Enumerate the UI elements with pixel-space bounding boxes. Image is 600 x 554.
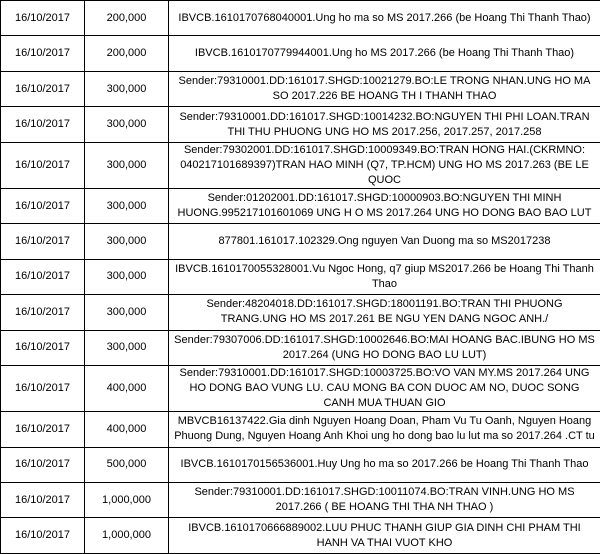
amount-cell: 1,000,000 [85, 482, 169, 517]
date-cell: 16/10/2017 [1, 330, 85, 365]
description-cell: Sender:48204018.DD:161017.SHGD:18001191.BO:TRAN THI PHUONG TRANG.UNG HO MS 2017.261 BE NGU YEN DANG NGOC ANH./ [169, 295, 600, 330]
description-cell: Sender:79302001.DD:161017.SHGD:10009349.BO:TRAN HONG HAI.(CKRMNO: 040217101689397)TRAN HAO MINH (Q7, TP.HCM) UNG HO MS 2017.263 (BE LE QUOC [169, 142, 600, 188]
amount-cell: 200,000 [85, 36, 169, 71]
description-cell: Sender:01202001.DD:161017.SHGD:10000903.BO:NGUYEN THI MINH HUONG.995217101601069 UNG H O MS 2017.264 UNG HO DONG BAO BAO LUT [169, 188, 600, 223]
description-cell: Sender:79310001.DD:161017.SHGD:10021279.BO:LE TRONG NHAN.UNG HO MA SO 2017.226 BE HOANG TH I THANH THAO [169, 71, 600, 106]
amount-cell: 300,000 [85, 330, 169, 365]
table-body [1, 1, 600, 554]
table-row [1, 188, 600, 223]
date-cell: 16/10/2017 [1, 518, 85, 553]
amount-cell: 400,000 [85, 412, 169, 447]
table-row [1, 107, 600, 142]
amount-cell: 200,000 [85, 1, 169, 36]
amount-cell: 300,000 [85, 188, 169, 223]
amount-cell: 300,000 [85, 295, 169, 330]
amount-cell: 300,000 [85, 107, 169, 142]
table-row [1, 412, 600, 447]
description-cell: Sender:79310001.DD:161017.SHGD:10011074.BO:TRAN VINH.UNG HO MS 2017.266 ( BE HOANG THI THA NH THAO ) [169, 482, 600, 517]
table-row [1, 447, 600, 482]
date-cell: 16/10/2017 [1, 224, 85, 259]
table-row [1, 224, 600, 259]
amount-cell: 1,000,000 [85, 518, 169, 553]
table-row [1, 518, 600, 553]
date-cell: 16/10/2017 [1, 142, 85, 188]
description-cell: IBVCB.1610170055328001.Vu Ngoc Hong, q7 giup MS2017.266 be Hoang Thi Thanh Thao [169, 259, 600, 294]
date-cell: 16/10/2017 [1, 482, 85, 517]
table-row [1, 1, 600, 36]
date-cell: 16/10/2017 [1, 188, 85, 223]
description-cell: IBVCB.1610170156536001.Huy Ung ho ma so 2017.266 be Hoang Thi Thanh Thao [169, 447, 600, 482]
amount-cell: 300,000 [85, 259, 169, 294]
description-cell: 877801.161017.102329.Ong nguyen Van Duong ma so MS2017238 [169, 224, 600, 259]
table-row [1, 71, 600, 106]
description-cell: IBVCB.1610170779944001.Ung ho MS 2017.266 (be Hoang Thi Thanh Thao) [169, 36, 600, 71]
description-cell: MBVCB16137422.Gia dinh Nguyen Hoang Doan, Pham Vu Tu Oanh, Nguyen Hoang Phuong Dung, Nguyen Hoang Anh Khoi ung ho dong bao lu lut ma so 2017.264 .CT tu [169, 412, 600, 447]
table-row [1, 366, 600, 412]
amount-cell: 500,000 [85, 447, 169, 482]
date-cell: 16/10/2017 [1, 412, 85, 447]
description-cell: Sender:79310001.DD:161017.SHGD:10003725.BO:VO VAN MY.MS 2017.264 UNG HO DONG BAO VUNG LU. CAU MONG BA CON DUOC AM NO, DUOC SONG CANH MUA THUAN GIO [169, 366, 600, 412]
date-cell: 16/10/2017 [1, 295, 85, 330]
table-row [1, 36, 600, 71]
description-cell: Sender:79310001.DD:161017.SHGD:10014232.BO:NGUYEN THI PHI LOAN.TRAN THI THU PHUONG UNG HO MS 2017.256, 2017.257, 2017.258 [169, 107, 600, 142]
date-cell: 16/10/2017 [1, 447, 85, 482]
date-cell: 16/10/2017 [1, 36, 85, 71]
date-cell: 16/10/2017 [1, 107, 85, 142]
description-cell: IBVCB.1610170666889002.LUU PHUC THANH GIUP GIA DINH CHI PHAM THI HANH VA THAI VUOT KHO [169, 518, 600, 553]
date-cell: 16/10/2017 [1, 71, 85, 106]
table-row [1, 295, 600, 330]
description-cell: Sender:79307006.DD:161017.SHGD:10002646.BO:MAI HOANG BAC.IBUNG HO MS 2017.264 (UNG HO DONG BAO LU LUT) [169, 330, 600, 365]
amount-cell: 400,000 [85, 366, 169, 412]
table-row [1, 330, 600, 365]
table-row [1, 482, 600, 517]
amount-cell: 300,000 [85, 71, 169, 106]
table-row [1, 142, 600, 188]
date-cell: 16/10/2017 [1, 259, 85, 294]
date-cell: 16/10/2017 [1, 1, 85, 36]
table-row [1, 259, 600, 294]
date-cell: 16/10/2017 [1, 366, 85, 412]
amount-cell: 300,000 [85, 142, 169, 188]
description-cell: IBVCB.1610170768040001.Ung ho ma so MS 2017.266 (be Hoang Thi Thanh Thao) [169, 1, 600, 36]
amount-cell: 300,000 [85, 224, 169, 259]
